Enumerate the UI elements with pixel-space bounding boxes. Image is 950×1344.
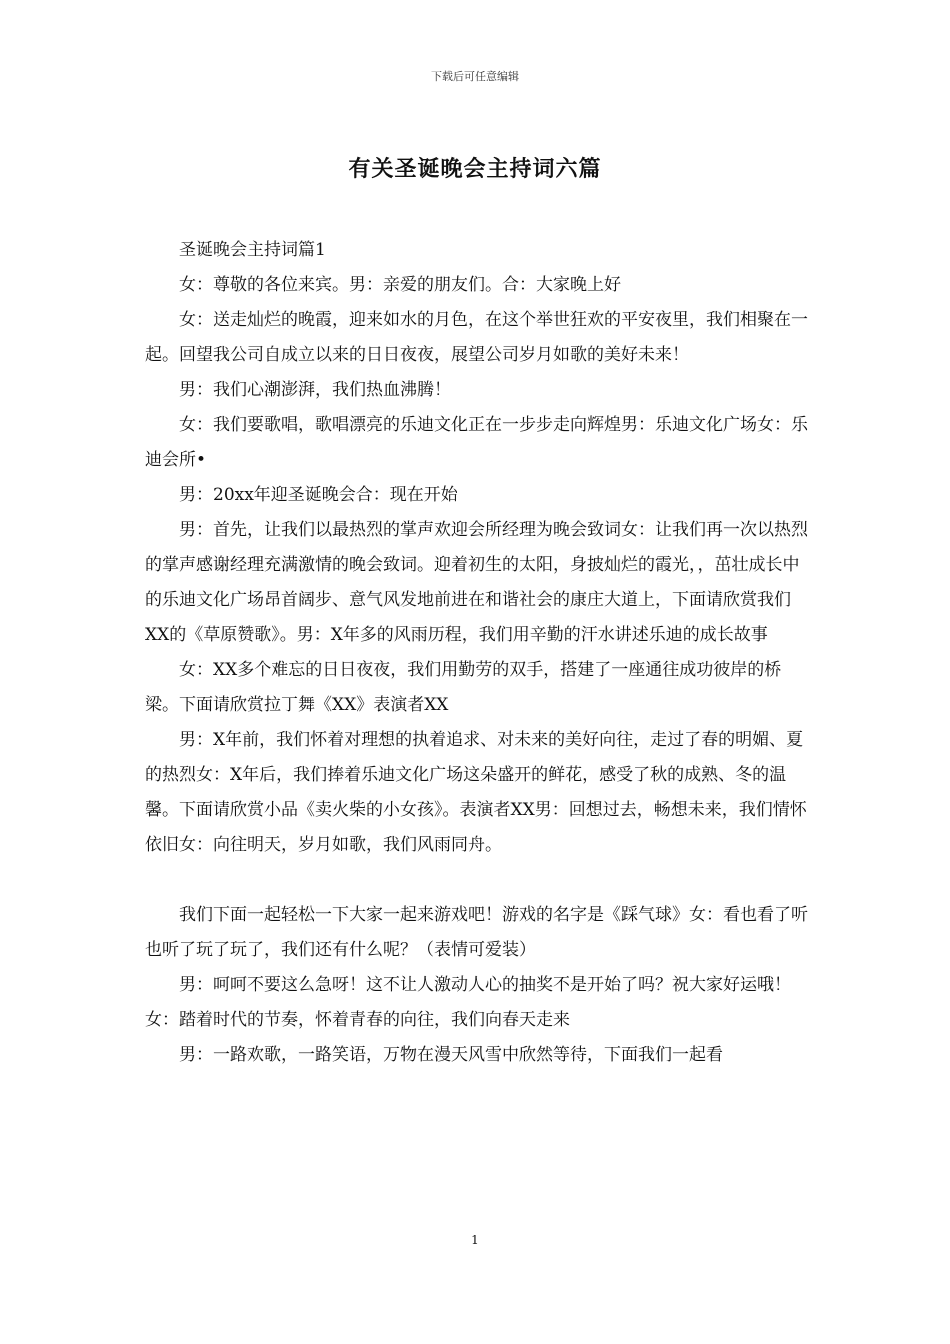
page-number: 1 [471,1233,479,1247]
paragraph: 男：一路欢歌，一路笑语，万物在漫天风雪中欣然等待，下面我们一起看 [179,1045,723,1065]
document-title: 有关圣诞晚会主持词六篇 [348,156,602,182]
header-note: 下载后可任意编辑 [431,70,519,83]
section-heading: 圣诞晚会主持词篇1 [179,240,326,260]
paragraph: 男：20xx年迎圣诞晚会合：现在开始 [179,485,458,505]
paragraph: 女：尊敬的各位来宾。男：亲爱的朋友们。合：大家晚上好 [179,275,621,295]
paragraph: 男：X年前，我们怀着对理想的执着追求、对未来的美好向往，走过了春的明媚、夏的热烈女：X年后，我们捧着乐迪文化广场这朵盛开的鲜花，感受了秋的成熟、冬的温馨。下面请欣赏小品《卖火柴的小女孩》。表演者XX男：回想过去，畅想未来，我们情怀依旧女：向往明天，岁月如歌，我们风雨同舟。 [145,730,807,855]
paragraph: 男：呵呵不要这么急呀！这不让人激动人心的抽奖不是开始了吗？祝大家好运哦！女：踏着时代的节奏，怀着青春的向往，我们向春天走来 [145,975,791,1030]
document-body [145,233,810,1073]
paragraph: 男：首先，让我们以最热烈的掌声欢迎会所经理为晚会致词女：让我们再一次以热烈的掌声感谢经理充满激情的晚会致词。迎着初生的太阳，身披灿烂的霞光，，茁壮成长中的乐迪文化广场昂首阔步、意气风发地前进在和谐社会的康庄大道上，下面请欣赏我们XX的《草原赞歌》。男：X年多的风雨历程，我们用辛勤的汗水讲述乐迪的成长故事 [145,520,808,645]
paragraph: 男：我们心潮澎湃，我们热血沸腾！ [179,380,451,400]
paragraph-gap [145,863,810,898]
paragraph: 女：送走灿烂的晚霞，迎来如水的月色，在这个举世狂欢的平安夜里，我们相聚在一起。回望我公司自成立以来的日日夜夜，展望公司岁月如歌的美好未来！ [145,310,808,365]
paragraph: 女：XX多个难忘的日日夜夜，我们用勤劳的双手，搭建了一座通往成功彼岸的桥梁。下面请欣赏拉丁舞《XX》表演者XX [145,660,782,715]
paragraph: 我们下面一起轻松一下大家一起来游戏吧！游戏的名字是《踩气球》女：看也看了听也听了玩了玩了，我们还有什么呢？（表情可爱装） [145,905,808,960]
paragraph: 女：我们要歌唱，歌唱漂亮的乐迪文化正在一步步走向辉煌男：乐迪文化广场女：乐迪会所• [145,415,808,470]
